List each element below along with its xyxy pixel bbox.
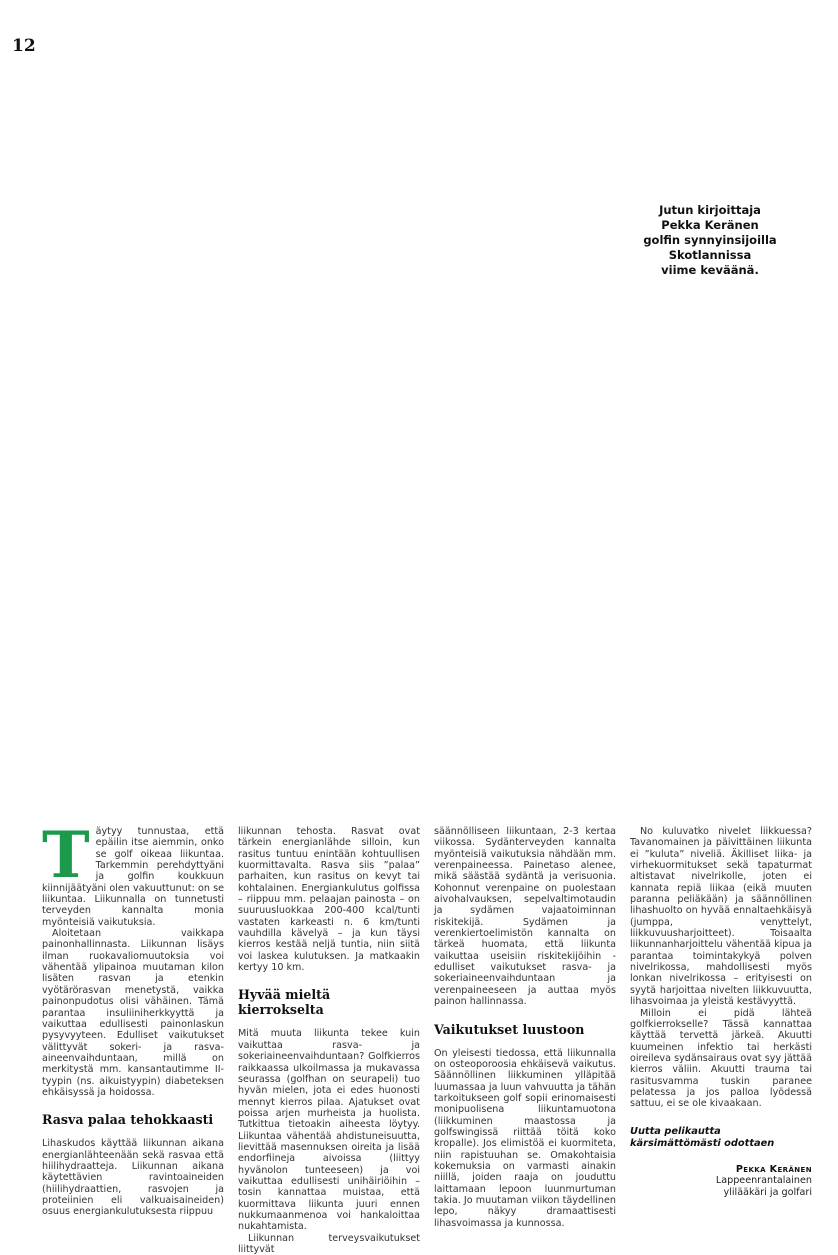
paragraph: liikunnan tehosta. Rasvat ovat tärkein energianlähde silloin, kun rasitus tuntuu enintään kohtuullisen kuormittavalta. Rasva siis ”palaa” parhaiten, kun rasitus on kevyt tai kohtalainen. Energiankulutus golfissa – riippuu mm. pelaajan painosta – on suuruusluokkaa 200-400 kcal/tunti vastaten karkeasti n. 6 km/tunti vauhdilla kävelyä – ja kun täysi kierros kestää neljä tuntia, niin siitä voi laskea kulutuksen. Ja matkaakin kertyy 10 km. xyxy=(238,826,420,974)
paragraph: Täytyy tunnustaa, että epäilin itse aiemmin, onko se golf oikeaa liikuntaa. Tarkemmin perehdyttyäni ja golfin koukkuun kiinnijäätyäni olen vakuuttunut: on se liikuntaa. Liikunnalla on tunnetusti terveyden kannalta monia myönteisiä vaikutuksia. xyxy=(42,818,224,928)
article-column-3 xyxy=(434,826,616,1255)
article-column-2 xyxy=(238,826,420,1255)
caption-line: Jutun kirjoittaja xyxy=(659,203,761,217)
headline-line-1: Golfilla monia xyxy=(42,669,412,724)
article-body xyxy=(42,818,812,1255)
author-role: ylilääkäri ja golfari xyxy=(723,1186,812,1198)
page-number: 12 xyxy=(12,36,36,56)
subheading: Vaikutukset luustoon xyxy=(434,1021,585,1037)
closing-remark xyxy=(630,1126,812,1150)
paragraph: Liikunnan terveysvaikutukset liittyvät xyxy=(238,1232,420,1255)
photo-caption xyxy=(630,203,790,278)
closing-line: Uutta pelikautta xyxy=(630,1125,721,1137)
dropcap: T xyxy=(42,818,90,893)
author-name: Pekka Keränen xyxy=(735,1163,812,1175)
closing-line: kärsimättömästi odottaen xyxy=(630,1137,775,1149)
paragraph: Aloitetaan vaikkapa painonhallinnasta. Liikunnan lisäys ilman ruokavaliomuutoksia voi vähentää ylipainoa muutaman kilon lisäten rasvan ja etenkin vyötärörasvan menetystä, vaikka painonpudotus olisi vähäinen. Tämä parantaa insuliiniherkkyyttä ja vaikuttaa edullisesti painonlaskun pysyvyyteen. Edulliset vaikutukset välittyvät sokeri- ja rasva-aineenvaihduntaan, millä on merkitystä mm. kansantautimme II-tyypin (ns. aikuistyypin) diabeteksen ehkäisyssä ja hoidossa. xyxy=(42,928,224,1098)
caption-line: viime keväänä. xyxy=(661,263,759,277)
headline-line-2: myönteisiä terveysvaikutuksia xyxy=(42,722,838,777)
caption-line: golfin synnyinsijoilla xyxy=(643,233,777,247)
subheading: Rasva palaa tehokkaasti xyxy=(42,1112,214,1128)
article-headline xyxy=(42,669,838,777)
caption-line: Skotlannissa xyxy=(668,248,752,262)
author-byline xyxy=(630,1164,812,1199)
author-role: Lappeenrantalainen xyxy=(715,1175,812,1187)
paragraph: säännölliseen liikuntaan, 2-3 kertaa viikossa. Sydänterveyden kannalta myönteisiä vaikutuksia nähdään mm. verenpaineessa. Painetaso alenee, mikä säästää sydäntä ja verisuonia. Kohonnut verenpaine on puolestaan aivohalvauksen, sepelvaltimotaudin ja sydämen vajaatoiminnan riskitekijä. Sydämen ja verenkiertoelimistön kannalta on tärkeä huomata, että liikunta vaikuttaa useisiin riskitekijöihin - edulliset vaikutukset rasva- ja sokeriaineenvaihduntaan ja verenpaineeseen ja auttaa myös painon hallinnassa. xyxy=(434,826,616,1008)
article-column-1 xyxy=(42,818,224,1255)
section-label: KUNTO xyxy=(22,88,104,112)
paragraph: Milloin ei pidä lähteä golfkierrokselle? Tässä kannattaa käyttää tervettä järkeä. Akuutti kuumeinen infektio tai herkästi oireileva sydänsairaus ovat syy jättää kierros väliin. Akuutti trauma tai rasitusvamma tuskin paranee pelatessa ja jos palloa lyödessä sattuu, ei se ole kivaakaan. xyxy=(630,1007,812,1110)
subheading: Hyvää mieltä kierrokselta xyxy=(238,987,331,1018)
paragraph: On yleisesti tiedossa, että liikunnalla on osteoporoosia ehkäisevä vaikutus. Säännöllinen liikkuminen ylläpitää luumassaa ja luun vahvuutta ja tähän tarkoitukseen golf sopii erinomaisesti monipuolisena liikuntamuotona (liikkuminen maastossa ja golfswingissä riittää töitä koko kropalle). Jos elimistöä ei kuormiteta, niin rapistuuhan se. Omakohtaisia kokemuksia on varmasti ainakin niillä, joiden raaja on jouduttu laittamaan lepoon luunmurtuman takia. Jo muutaman viikon täydellinen lepo, näkyy dramaattisesti lihasvoimassa ja kunnossa. xyxy=(434,1047,616,1229)
article-column-4 xyxy=(630,826,812,1255)
paragraph: No kuluvatko nivelet liikkuessa? Tavanomainen ja päivittäinen liikunta ei ”kuluta” niveliä. Äkilliset liika- ja virhekuormitukset sekä tapaturmat altistavat nivelrikolle, joten ei kannata repiä liikaa (eikä muuten paranna peliäkään) ja säännöllinen lihashuolto on hyvää ennaltaehkäisyä (jumppa, venyttelyt, liikkuvuusharjoitteet). Toisaalta liikunnanharjoittelu vähentää kipua ja parantaa toimintakykyä polven nivelrikossa, mahdollisesti myös lonkan nivelrikossa – erityisesti on syytä harjoittaa nivelten liikkuvuutta, lihasvoimaa ja yleistä kestävyyttä. xyxy=(630,826,812,1008)
caption-line: Pekka Keränen xyxy=(661,218,759,232)
paragraph: Mitä muuta liikunta tekee kuin vaikuttaa rasva- ja sokeriaineenvaihduntaan? Golfkierros raikkaassa ulkoilmassa ja mukavassa seurassa (golfhan on seurapeli) tuo hyvän mielen, jota ei edes huonosti mennyt kierros pilaa. Ajatukset ovat poissa arjen murheista ja huolista. Tutkittua tietoakin aiheesta löytyy. Liikuntaa vähentää ahdistuneisuutta, lievittää masennuksen oireita ja lisää endorfiineja aivoissa (liittyy hyvänolon tunteeseen) ja voi vaikuttaa edullisesti unihäiriöihin – tosin kannattaa muistaa, että kuormittava liikunta juuri ennen nukkumaanmenoa voi hankaloittaa nukahtamista. xyxy=(238,1028,420,1233)
paragraph: Lihaskudos käyttää liikunnan aikana energianlähteenään sekä rasvaa että hiilihydraatteja. Liikunnan aikana käytettävien ravintoaineiden (hiilihydraattien, rasvojen ja proteiinien eli valkuaisaineiden) osuus energiankulutuksesta riippuu xyxy=(42,1138,224,1218)
